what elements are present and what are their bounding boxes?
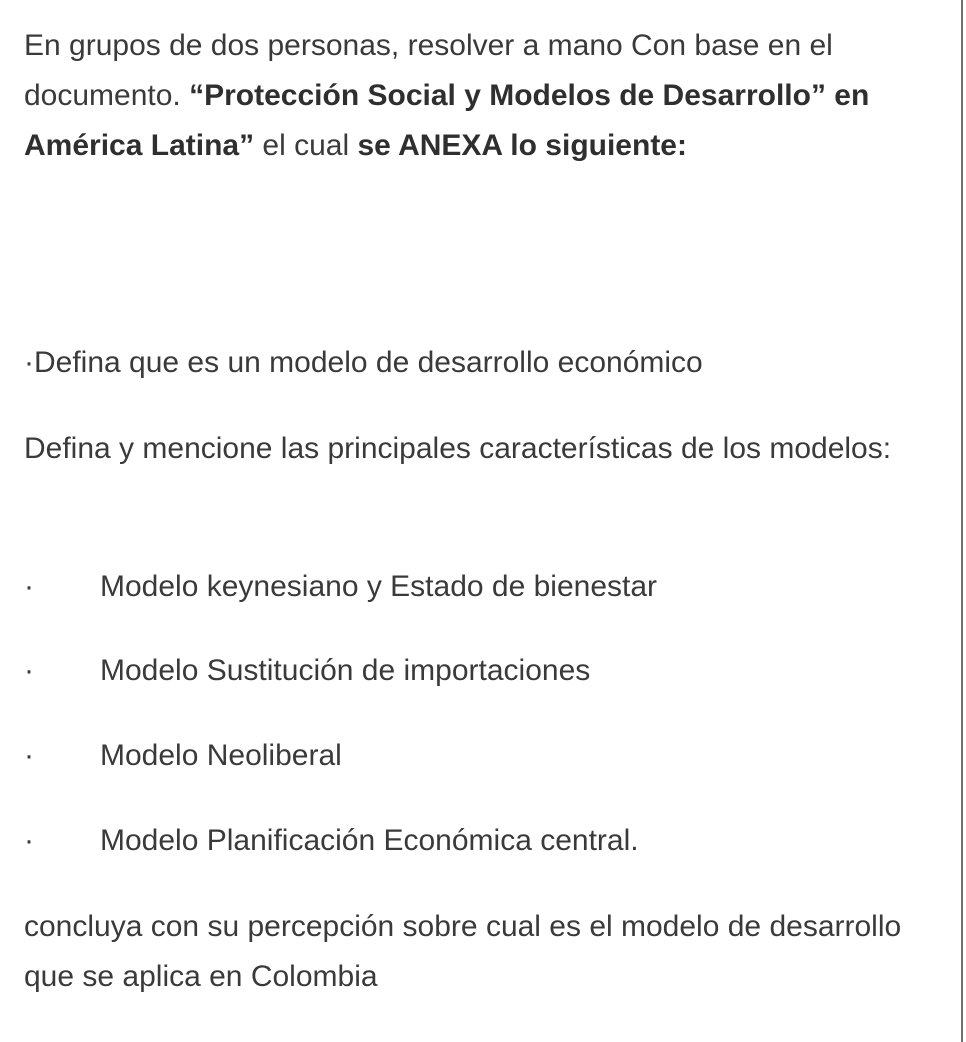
bullet-icon: ·	[24, 739, 34, 772]
list-item	[24, 646, 931, 696]
intro-text-middle: el cual	[254, 129, 358, 162]
intro-text-start: En grupos de dos personas, resolver a mano Con base en el documento.	[24, 29, 833, 112]
list-item	[24, 731, 931, 781]
list-item	[24, 816, 931, 866]
bullet-icon: ·	[24, 570, 34, 603]
question-characteristics: Defina y mencione las principales características de los modelos:	[24, 432, 892, 465]
model-label: Modelo keynesiano y Estado de bienestar	[100, 570, 658, 603]
question-define-model: ·Defina que es un modelo de desarrollo económico	[24, 346, 703, 379]
document-title: “Protección Social y Modelos de Desarrollo” en América Latina”	[24, 79, 870, 162]
annex-note: se ANEXA lo siguiente:	[357, 129, 687, 162]
bullet-icon: ·	[24, 654, 34, 687]
bullet-icon: ·	[24, 824, 34, 857]
model-label: Modelo Neoliberal	[100, 739, 342, 772]
model-label: Modelo Planificación Económica central.	[100, 824, 639, 857]
intro-paragraph	[24, 21, 931, 171]
model-label: Modelo Sustitución de importaciones	[100, 654, 591, 687]
list-item	[24, 562, 931, 612]
question-conclusion: concluya con su percepción sobre cual es el modelo de desarrollo que se aplica en Colombia	[24, 910, 902, 993]
